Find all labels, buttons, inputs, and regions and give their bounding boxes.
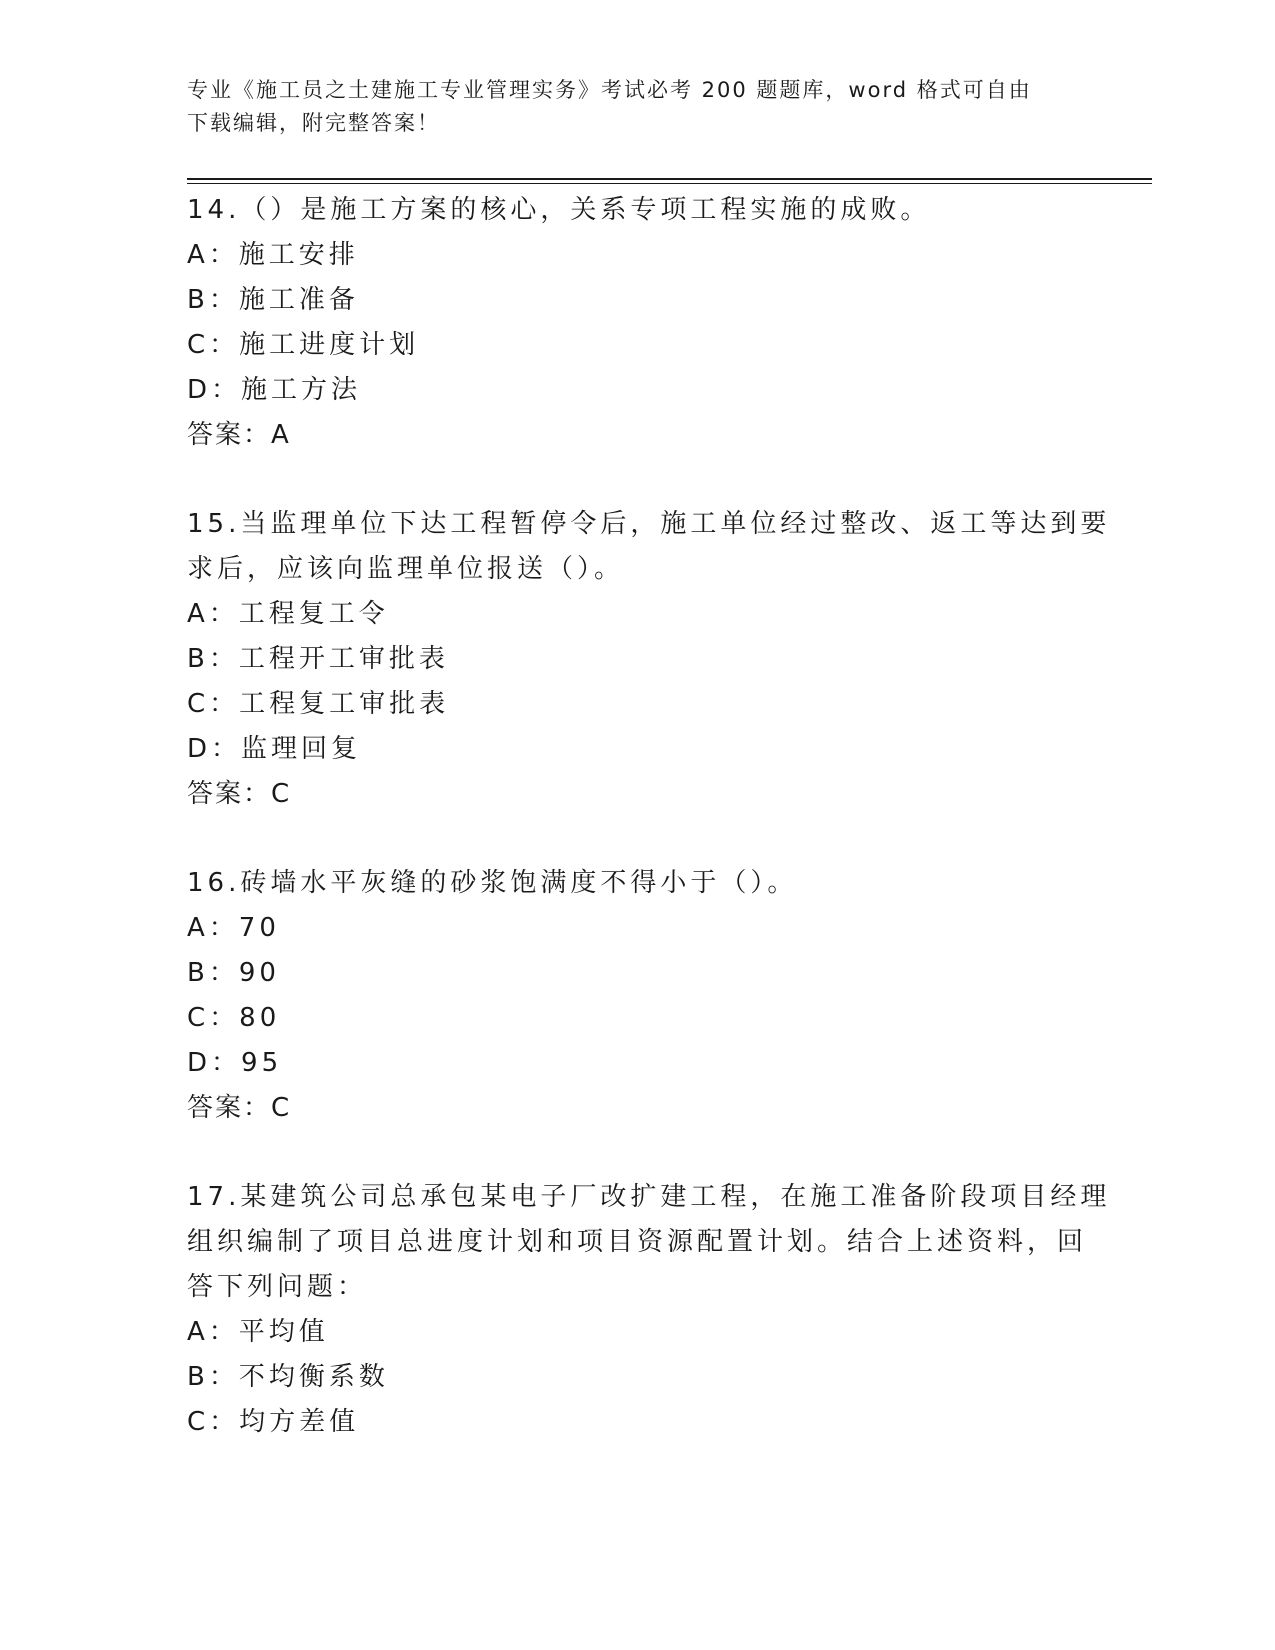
question-16-option-c: C：80 (187, 1003, 281, 1033)
question-14-stem: 14.（）是施工方案的核心，关系专项工程实施的成败。 (187, 195, 931, 225)
question-14-answer: 答案：A (187, 420, 291, 450)
question-17-option-c: C：均方差值 (187, 1407, 360, 1437)
document-header (187, 74, 1067, 140)
question-15-option-b: B：工程开工审批表 (187, 644, 449, 674)
question-16-option-b: B：90 (187, 958, 280, 988)
question-15-option-a: A：工程复工令 (187, 599, 389, 629)
question-15-stem-line-1: 15.当监理单位下达工程暂停令后，施工单位经过整改、返工等达到要 (187, 509, 1111, 539)
question-15-option-c: C：工程复工审批表 (187, 689, 450, 719)
question-15-answer: 答案：C (187, 779, 292, 809)
question-16-option-a: A：70 (187, 913, 280, 943)
question-15-stem-line-2: 求后，应该向监理单位报送（）。 (187, 554, 625, 584)
header-line-1: 专业《施工员之土建施工专业管理实务》考试必考 200 题题库，word 格式可自由 (187, 78, 1032, 102)
question-17-option-a: A：平均值 (187, 1317, 329, 1347)
header-divider-thin (187, 183, 1152, 184)
question-14-option-d: D：施工方法 (187, 375, 362, 405)
question-15-option-d: D：监理回复 (187, 734, 362, 764)
header-line-2: 下载编辑，附完整答案！ (187, 111, 440, 135)
question-16-stem: 16.砖墙水平灰缝的砂浆饱满度不得小于（）。 (187, 868, 798, 898)
question-14-option-c: C：施工进度计划 (187, 330, 420, 360)
question-17-stem-line-1: 17.某建筑公司总承包某电子厂改扩建工程，在施工准备阶段项目经理 (187, 1182, 1111, 1212)
question-17-stem-line-2: 组织编制了项目总进度计划和项目资源配置计划。结合上述资料，回 (187, 1227, 1088, 1257)
question-14-option-b: B：施工准备 (187, 285, 359, 315)
question-16-option-d: D：95 (187, 1048, 283, 1078)
question-17-option-b: B：不均衡系数 (187, 1362, 389, 1392)
question-17-stem-line-3: 答下列问题： (187, 1272, 368, 1302)
question-16-answer: 答案：C (187, 1093, 292, 1123)
header-divider-thick (187, 178, 1152, 180)
question-14-option-a: A：施工安排 (187, 240, 359, 270)
